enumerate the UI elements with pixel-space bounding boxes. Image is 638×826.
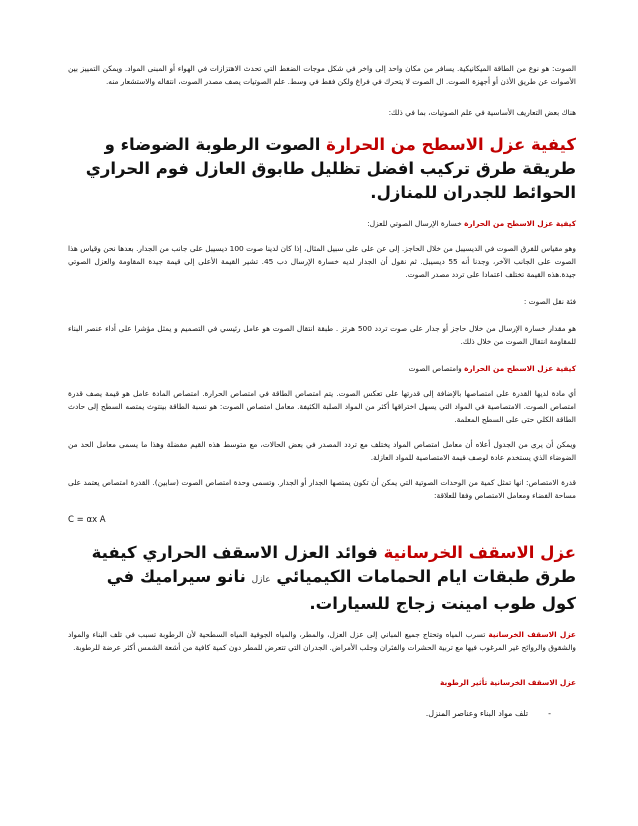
paragraph-definitions-intro: هناك بعض التعاريف الأساسية في علم الصوتيات، بما في ذلك: xyxy=(388,108,576,117)
subheading-transmission-loss xyxy=(68,217,576,230)
paragraph-absorption: أي مادة لديها القدرة على امتصاصها بالإضافة إلى قدرتها على تعكس الصوت. يتم امتصاص الطاقة في امتصاص الحرارة. امتصاص المادة عامل هو قيمة يصف قدرة امتصاص الصوت. الامتصاصية في المواد التي يسهل اختراقها أكثر من المواد الصلبة الكثيفة. معامل امتصاص الصوت: هو نسبة الطاقة بينتوث يمتصه السطح إلى حادث الطاقة الكلي حتى على السطح المعلمة. xyxy=(68,389,576,424)
list-item-text: تلف مواد البناء وعناصر المنزل. xyxy=(425,709,529,718)
subheading-red-link[interactable]: كيفية عزل الاسطح من الحرارة xyxy=(464,364,576,373)
subheading-humidity-effect xyxy=(68,676,576,689)
heading-small-word: عازل xyxy=(251,575,271,585)
paragraph-text: تسرب المياه وتحتاج جميع المباني إلى عزل العزل، والمطر، والمياه الجوفية المياه السطحية لأن الرطوبة تسبب في تلف البناء والمواد والشقوق والروائح غير المرغوب فيها مع تربية الحشرات والفئران وجلب الأمراض. الجدران التي تتعرض للمطر دون كمية كافية من أشعة الشمس أكثر عرضة للرطوبة. xyxy=(68,630,576,652)
heading-insulation-main xyxy=(68,133,576,205)
paragraph-stc: هو مقدار خسارة الإرسال من خلال حاجز أو جدار على صوت تردد 500 هرتز . طبقة انتقال الصوت هو عامل رئيسي في التصميم و يمثل مؤشرا على أداء عنصر البناء للمقاومة انتقال الصوت من خلال ذلك. xyxy=(68,324,576,346)
subheading-text: خسارة الإرسال الصوتي للعزل: xyxy=(367,219,465,228)
paragraph-stc-title: فئة نقل الصوت : xyxy=(523,297,576,306)
subheading-text: وامتصاص الصوت xyxy=(408,364,465,373)
subheading-red-link[interactable]: عزل الاسقف الخرسانية xyxy=(489,678,576,687)
subheading-absorption xyxy=(68,362,576,375)
subheading-text: تأثير الرطوبة xyxy=(439,678,490,687)
subheading-red-link[interactable]: كيفية عزل الاسطح من الحرارة xyxy=(464,219,576,228)
heading-red-part[interactable]: كيفية عزل الاسطح من الحرارة xyxy=(326,135,576,154)
bullet-dash: - xyxy=(548,709,551,718)
heading-black-part-2: نانو سيراميك في كول طوب امينت زجاج للسيارات. xyxy=(106,567,576,613)
paragraph-sound-definition: الصوت: هو نوع من الطاقة الميكانيكية. يسافر من مكان واحد إلى واخر في شكل موجات الضغط التي تحدث الاهتزازات في الهواء أو المبنى المواد. ويمكن التمييز بين الأصوات عن طريق الأذن أو أجهزة الصوت. ال الصوت لا يتحرك في فراغ ولكن فقط في وسط. علم الصوتيات يصف مصدر الصوت، انتقاله والاستشعار منه. xyxy=(68,64,576,86)
paragraph-transmission-loss: وهو مقياس للفرق الصوت في الديسيبل من خلال الحاجز. إلى عن على على سبيل المثال، إذا كان لدينا صوت 100 ديسيبل على جانب من الجدار. بعدها نحن وقياس هذا الصوت على الجانب الآخر، وجدنا أنه 55 ديسيبل. ثم نقول أن الجدار لديه خسارة الإرسال دب 45. تشير القيمة الأعلى إلى قيمة جيدة المقاومة والعزل الصوتي جيدة.هذه القيمة تختلف اعتمادا على تردد مصدر الصوت. xyxy=(68,244,576,279)
heading-black-part: فوائد العزل الاسقف الحراري كيفية طرق طبقات ايام الحمامات الكيميائي xyxy=(91,543,576,586)
paragraph-concrete-roofs xyxy=(68,628,576,654)
heading-red-part[interactable]: عزل الاسقف الخرسانية xyxy=(383,543,576,562)
document-page xyxy=(68,62,576,720)
heading-black-part: الصوت الرطوبة الضوضاء و طريقة طرق تركيب افضل تظليل طابوق العازل فوم الحراري الحوائط للجدران للمنازل. xyxy=(85,135,576,202)
paragraph-nrc: ويمكن أن يرى من الجدول أعلاه أن معامل امتصاص المواد يختلف مع تردد المصدر في بعض الحالات، مع متوسط هذه القيم مفضلة وهذا ما يسمى معامل الحد من الضوضاء الذي يستخدم عادة لوصف قيمة الامتصاصية للمواد العازلة. xyxy=(68,440,576,462)
paragraph-red-link[interactable]: عزل الاسقف الخرسانية xyxy=(488,630,576,639)
paragraph-absorption-capacity: قدرة الامتصاص: انها تمثل كمية من الوحدات الصوتية التي يمكن أن تكون يمتصها الجدار أو الجدار. وتسمى وحدة امتصاص الصوت (سابين). القدرة امتصاص يعتمد على مساحة الفضاء ومعامل الامتصاص وفقا للعلاقة: xyxy=(68,478,576,500)
formula: C = αx A xyxy=(68,515,106,525)
list-item xyxy=(68,707,576,720)
heading-concrete-roofs xyxy=(68,541,576,616)
